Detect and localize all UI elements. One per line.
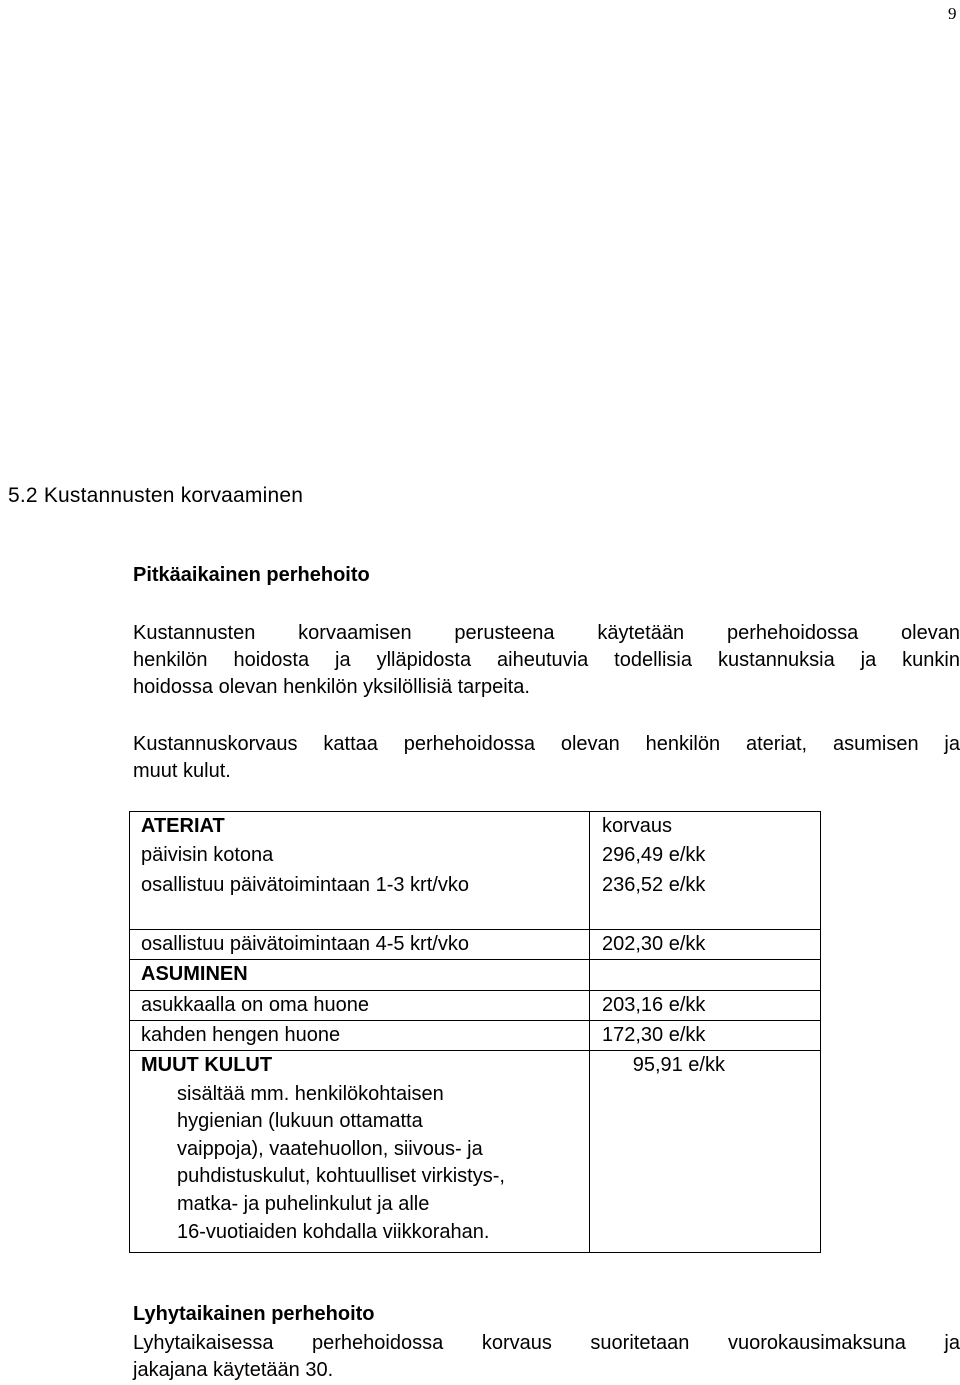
housing-header: ASUMINEN	[141, 963, 248, 986]
table-row	[130, 930, 821, 960]
other-costs-value: 95,91 e/kk	[632, 1054, 725, 1077]
section-heading: 5.2 Kustannusten korvaaminen	[8, 484, 304, 507]
meals-4-5-value: 202,30 e/kk	[602, 933, 706, 956]
own-room-label: asukkaalla on oma huone	[141, 993, 369, 1016]
other-costs-desc-line: puhdistuskulut, kohtuulliset virkistys-,	[177, 1165, 505, 1188]
table-row	[130, 990, 821, 1020]
meals-4-5-label: osallistuu päivätoimintaan 4-5 krt/vko	[141, 933, 469, 956]
own-room-value: 203,16 e/kk	[602, 993, 706, 1016]
shared-room-label: kahden hengen huone	[141, 1024, 341, 1047]
meals-1-3-label: osallistuu päivätoimintaan 1-3 krt/vko	[141, 873, 469, 896]
paragraph-line: jakajana käytetään 30.	[133, 1359, 334, 1381]
meals-home-label: päivisin kotona	[141, 844, 274, 867]
table-row	[130, 960, 821, 990]
paragraph-line: Lyhytaikaisessa perhehoidossa korvaus suoritetaan vuorokausimaksuna ja	[133, 1332, 960, 1354]
meals-home-value: 296,49 e/kk	[602, 844, 706, 867]
long-term-paragraph-2	[133, 731, 960, 785]
compensation-header: korvaus	[602, 815, 673, 837]
table-row	[130, 1021, 821, 1051]
meals-header: ATERIAT	[141, 815, 225, 837]
other-costs-desc-line: vaippoja), vaatehuollon, siivous- ja	[177, 1137, 483, 1160]
compensation-table	[129, 811, 821, 1253]
meals-1-3-value: 236,52 e/kk	[602, 873, 706, 896]
other-costs-desc-line: hygienian (lukuun ottamatta	[177, 1110, 423, 1133]
other-costs-desc-line: matka- ja puhelinkulut ja alle	[177, 1193, 430, 1216]
long-term-paragraph-1	[133, 620, 960, 701]
paragraph-line: Kustannuskorvaus kattaa perhehoidossa olevan henkilön ateriat, asumisen ja	[133, 733, 960, 755]
page-number: 9	[948, 4, 957, 23]
long-term-care-heading: Pitkäaikainen perhehoito	[133, 564, 370, 586]
paragraph-line: muut kulut.	[133, 760, 231, 782]
other-costs-desc-line: 16-vuotiaiden kohdalla viikkorahan.	[177, 1220, 490, 1243]
other-costs-desc-line: sisältää mm. henkilökohtaisen	[177, 1082, 444, 1105]
table-row	[130, 1051, 821, 1253]
shared-room-value: 172,30 e/kk	[602, 1024, 706, 1047]
other-costs-header: MUUT KULUT	[141, 1054, 273, 1077]
paragraph-line: henkilön hoidosta ja ylläpidosta aiheutuvia todellisia kustannuksia ja kunkin	[133, 649, 960, 671]
short-term-paragraph	[133, 1330, 960, 1384]
paragraph-line: Kustannusten korvaamisen perusteena käytetään perhehoidossa olevan	[133, 622, 960, 644]
meals-cell	[130, 812, 590, 930]
meals-values-cell	[590, 812, 821, 930]
paragraph-line: hoidossa olevan henkilön yksilöllisiä tarpeita.	[133, 676, 530, 698]
table-row	[130, 812, 821, 930]
short-term-care-heading: Lyhytaikainen perhehoito	[133, 1303, 375, 1325]
